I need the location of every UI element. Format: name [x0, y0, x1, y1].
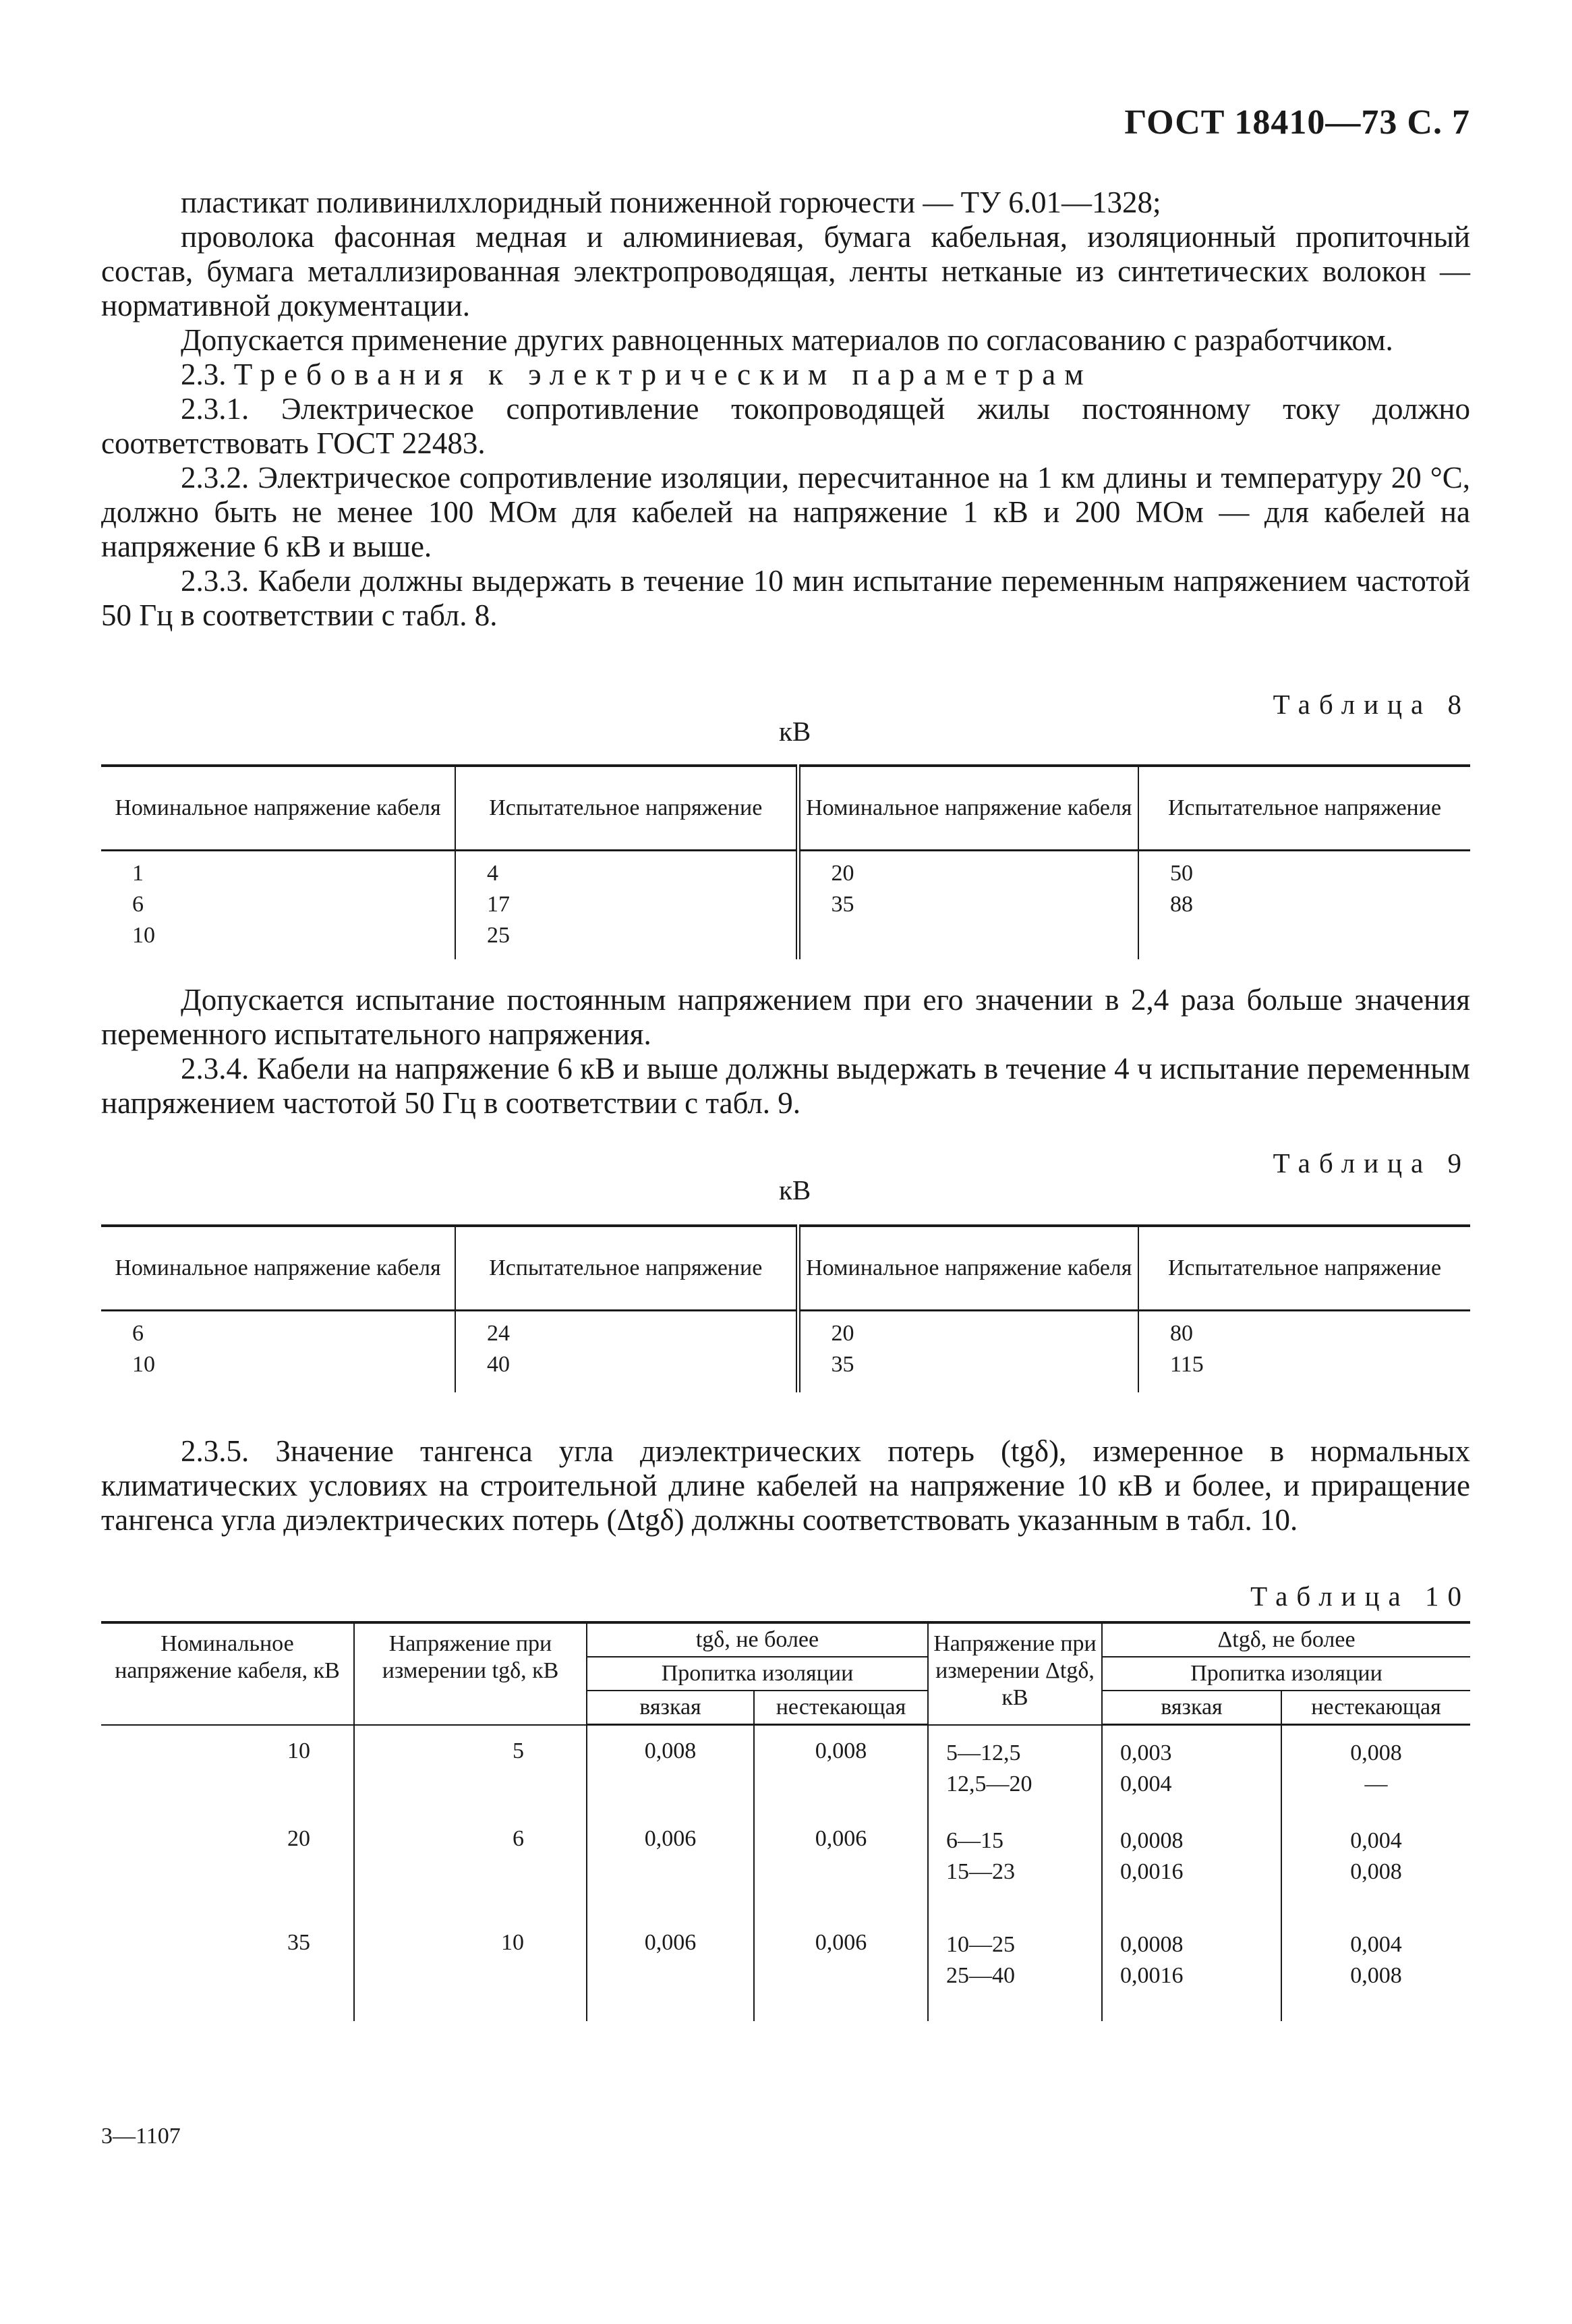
- table-10-caption: Таблица 10: [1250, 1581, 1470, 1612]
- table-8-col-test: 4 17 25: [455, 851, 798, 960]
- table-10-header-impreg-tg: Пропитка изоляции: [587, 1657, 928, 1691]
- table-10-header-meas-dtg: Напряжение при измерении Δtgδ, кВ: [928, 1622, 1102, 1725]
- cell-nominal: 20: [287, 1826, 310, 1851]
- table-8-col-nominal-2: 20 35: [798, 851, 1138, 960]
- table-9-col-nominal-2: 20 35: [798, 1311, 1138, 1393]
- table-9: [101, 1224, 1470, 1392]
- table-10-header-tg-viscous: вязкая: [587, 1691, 754, 1725]
- cell-nominal: 35: [287, 1930, 310, 1955]
- table-10-header-nominal: Номинальное напряжение кабеля, кВ: [101, 1622, 354, 1725]
- table-9-header-test: Испытательное напряжение: [455, 1226, 798, 1311]
- cell-meas-dtg: 6—15 15—23: [928, 1813, 1102, 1917]
- cell-meas-tg: 6: [354, 1813, 587, 1917]
- paragraph-materials: проволока фасонная медная и алюминиевая, бумага кабельная, изоляционный пропиточный состав, бумага металлизированная электропроводящая, ленты нетканые из синтетических волокон — нормативной документации.: [101, 220, 1470, 322]
- table-8-col-nominal: 1 6 10: [132, 861, 155, 948]
- paragraph-2-3-2: 2.3.2. Электрическое сопротивление изоляции, пересчитанное на 1 км длины и температуру 20 °С, должно быть не менее 100 МОм для кабелей на напряжение 1 кВ и 200 МОм — для кабелей на напряжение 6 кВ и выше.: [101, 461, 1470, 563]
- table-9-caption: Таблица 9: [1273, 1147, 1470, 1179]
- table-10-header-dtg-viscous: вязкая: [1102, 1691, 1281, 1725]
- cell-tg-nondrip: 0,006: [754, 1917, 928, 2021]
- cell-meas-dtg: 5—12,5 12,5—20: [928, 1725, 1102, 1814]
- table-10-header-impreg-dtg: Пропитка изоляции: [1102, 1657, 1470, 1691]
- table-8-header-test: Испытательное напряжение: [455, 766, 798, 851]
- table-8-col-test-2: 50 88: [1138, 851, 1470, 960]
- table-8: [101, 764, 1470, 959]
- table-row: [101, 1813, 1470, 1917]
- cell-tg-nondrip: 0,006: [754, 1813, 928, 1917]
- page-header: ГОСТ 18410—73 С. 7: [1124, 103, 1470, 142]
- table-9-col-test: 24 40: [455, 1311, 798, 1393]
- cell-dtg-nondrip: 0,004 0,008: [1281, 1917, 1470, 2021]
- table-8-caption: Таблица 8: [1273, 689, 1470, 720]
- table-8-header-nominal-2: Номинальное напряжение кабеля: [798, 766, 1138, 851]
- section-heading-electrical: [101, 358, 1470, 392]
- paragraph-2-3-4: 2.3.4. Кабели на напряжение 6 кВ и выше должны выдержать в течение 4 ч испытание переменным напряжением частотой 50 Гц в соответствии с табл. 9.: [101, 1052, 1470, 1120]
- table-8-header-test-2: Испытательное напряжение: [1138, 766, 1470, 851]
- cell-nominal: 10: [287, 1738, 310, 1763]
- cell-meas-tg: 10: [354, 1917, 587, 2021]
- cell-tg-viscous: 0,006: [587, 1917, 754, 2021]
- table-row: [101, 1725, 1470, 1814]
- table-10-header-tg-nondrip: нестекающая: [754, 1691, 928, 1725]
- cell-dtg-viscous: 0,0008 0,0016: [1102, 1917, 1281, 2021]
- table-8-unit: кВ: [779, 716, 811, 747]
- section-title: Требования к электрическим параметрам: [233, 358, 1093, 391]
- table-10-header-meas-tg: Напряжение при измерении tgδ, кВ: [354, 1622, 587, 1725]
- page-footer-code: 3—1107: [101, 2124, 181, 2149]
- table-10-header-dtg: Δtgδ, не более: [1102, 1622, 1470, 1657]
- cell-dtg-nondrip: 0,008 —: [1281, 1725, 1470, 1814]
- table-9-col-nominal: 6 10: [132, 1321, 155, 1377]
- cell-dtg-nondrip: 0,004 0,008: [1281, 1813, 1470, 1917]
- document-page: [101, 0, 1470, 2324]
- cell-meas-dtg: 10—25 25—40: [928, 1917, 1102, 2021]
- table-row: [101, 1917, 1470, 2021]
- table-9-unit: кВ: [779, 1174, 811, 1206]
- table-9-col-test-2: 80 115: [1138, 1311, 1470, 1393]
- cell-dtg-viscous: 0,003 0,004: [1102, 1725, 1281, 1814]
- cell-tg-viscous: 0,006: [587, 1813, 754, 1917]
- paragraph-2-3-3: 2.3.3. Кабели должны выдержать в течение 10 мин испытание переменным напряжением частотой 50 Гц в соответствии с табл. 8.: [101, 564, 1470, 632]
- paragraph-substitution: Допускается применение других равноценных материалов по согласованию с разработчиком.: [181, 323, 1393, 357]
- paragraph-dc-test: Допускается испытание постоянным напряжением при его значении в 2,4 раза больше значения переменного испытательного напряжения.: [101, 983, 1470, 1051]
- cell-tg-viscous: 0,008: [587, 1725, 754, 1814]
- paragraph-pvc: пластикат поливинилхлоридный пониженной горючести — ТУ 6.01—1328;: [181, 186, 1161, 219]
- cell-meas-tg: 5: [354, 1725, 587, 1814]
- table-9-header-nominal: Номинальное напряжение кабеля: [101, 1226, 455, 1311]
- table-10: [101, 1621, 1470, 2021]
- cell-dtg-viscous: 0,0008 0,0016: [1102, 1813, 1281, 1917]
- paragraph-2-3-1: 2.3.1. Электрическое сопротивление токопроводящей жилы постоянному току должно соответствовать ГОСТ 22483.: [101, 392, 1470, 460]
- section-number: 2.3.: [181, 358, 227, 391]
- paragraph-2-3-5: 2.3.5. Значение тангенса угла диэлектрических потерь (tgδ), измеренное в нормальных климатических условиях на строительной длине кабелей на напряжение 10 кВ и более, и приращение тангенса угла диэлектрических потерь (Δtgδ) должны соответствовать указанным в табл. 10.: [101, 1434, 1470, 1537]
- table-9-header-test-2: Испытательное напряжение: [1138, 1226, 1470, 1311]
- table-9-header-nominal-2: Номинальное напряжение кабеля: [798, 1226, 1138, 1311]
- table-10-header-tg: tgδ, не более: [587, 1622, 928, 1657]
- table-10-header-dtg-nondrip: нестекающая: [1281, 1691, 1470, 1725]
- table-8-header-nominal: Номинальное напряжение кабеля: [101, 766, 455, 851]
- cell-tg-nondrip: 0,008: [754, 1725, 928, 1814]
